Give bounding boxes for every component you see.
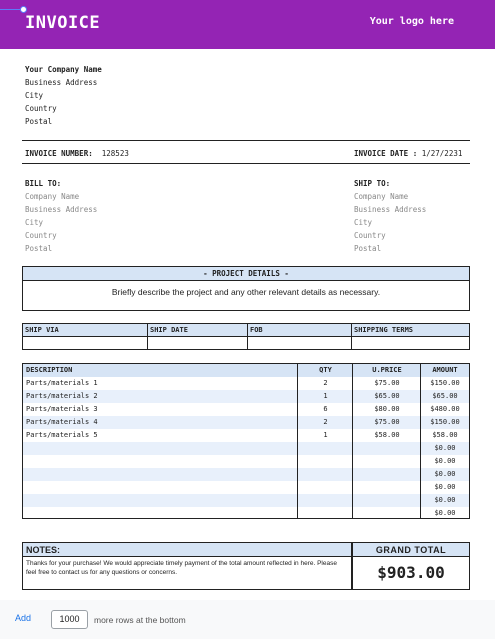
item-amount-cell[interactable]: $0.00 [434,509,456,517]
item-amount-cell[interactable]: $150.00 [430,418,460,426]
item-amount-cell[interactable]: $150.00 [430,379,460,387]
fob-label: FOB [250,326,263,334]
item-amount-cell[interactable]: $0.00 [434,444,456,452]
item-qty-cell[interactable]: 6 [323,405,328,413]
selection-line [0,9,20,10]
item-price-cell[interactable]: $58.00 [374,431,400,439]
price-col-divider [352,364,353,518]
invoice-number-value[interactable]: 128523 [101,149,129,158]
description-header: DESCRIPTION [26,366,73,374]
qty-header: QTY [319,366,332,374]
table-row [23,429,469,442]
item-price-cell[interactable]: $75.00 [374,379,400,387]
item-description-cell[interactable]: Parts/materials 2 [26,392,98,400]
ship-via-cell[interactable] [23,338,147,349]
table-row [23,442,469,455]
ship-date-cell[interactable] [148,338,247,349]
table-row [23,455,469,468]
ship-to-city[interactable]: City [354,218,373,227]
shipping-terms-label: SHIPPING TERMS [354,326,414,334]
item-price-cell[interactable]: $75.00 [374,418,400,426]
ship-to-block [354,177,426,255]
project-details-box [22,266,470,311]
grand-total-box [352,542,470,590]
rows-suffix-text: more rows at the bottom [94,615,186,625]
item-description-cell[interactable]: Parts/materials 5 [26,431,98,439]
ship-via-label: SHIP VIA [25,326,59,334]
items-header-row [23,364,469,377]
item-qty-cell[interactable]: 2 [323,418,328,426]
bill-to-postal[interactable]: Postal [25,244,53,253]
item-amount-cell[interactable]: $0.00 [434,483,456,491]
item-qty-cell[interactable]: 1 [323,392,328,400]
ship-to-address[interactable]: Business Address [354,205,427,214]
shipping-table [22,323,470,350]
notes-text[interactable]: Thanks for your purchase! We would appreciate timely payment of the total amount reflected in here. Please feel free to contact us for any questions or concerns. [26,560,337,576]
invoice-number-row [25,147,129,160]
table-row [23,416,469,429]
invoice-date-value[interactable]: 1/27/2231 [421,149,463,158]
table-row [23,377,469,390]
qty-col-divider [297,364,298,518]
bill-to-name[interactable]: Company Name [25,192,80,201]
item-amount-cell[interactable]: $480.00 [430,405,460,413]
bill-to-block [25,177,97,255]
item-amount-cell[interactable]: $65.00 [432,392,458,400]
item-description-cell[interactable]: Parts/materials 4 [26,418,98,426]
selection-handle-icon[interactable] [20,6,27,13]
item-description-cell[interactable]: Parts/materials 3 [26,405,98,413]
invoice-number-label: INVOICE NUMBER: [25,149,93,158]
bill-to-city[interactable]: City [25,218,44,227]
shipping-terms-cell[interactable] [352,338,469,349]
notes-box [22,542,352,590]
table-row [23,403,469,416]
company-info [25,63,102,128]
bill-to-label: BILL TO: [25,179,62,188]
amount-col-divider [420,364,421,518]
item-price-cell[interactable]: $80.00 [374,405,400,413]
project-description[interactable]: Briefly describe the project and any other relevant details as necessary. [111,287,381,297]
amount-header: AMOUNT [432,366,458,374]
company-country[interactable]: Country [25,104,57,113]
company-name[interactable]: Your Company Name [25,65,102,74]
item-qty-cell[interactable]: 1 [323,431,328,439]
project-details-header: - PROJECT DETAILS - [23,267,469,281]
item-price-cell[interactable]: $65.00 [374,392,400,400]
ship-to-postal[interactable]: Postal [354,244,382,253]
item-amount-cell[interactable]: $0.00 [434,496,456,504]
fob-cell[interactable] [248,338,351,349]
item-amount-cell[interactable]: $58.00 [432,431,458,439]
ship-to-name[interactable]: Company Name [354,192,409,201]
company-postal[interactable]: Postal [25,117,53,126]
item-amount-cell[interactable]: $0.00 [434,457,456,465]
table-row [23,468,469,481]
divider-top [22,140,470,141]
company-city[interactable]: City [25,91,44,100]
grand-total-label: GRAND TOTAL [353,543,469,557]
divider-bottom [22,163,470,164]
logo-placeholder[interactable]: Your logo here [369,16,454,27]
ship-to-country[interactable]: Country [354,231,386,240]
invoice-date-label: INVOICE DATE : [354,149,418,158]
add-rows-button[interactable]: Add [15,613,32,623]
company-address[interactable]: Business Address [25,78,98,87]
add-rows-bar [0,602,495,639]
bill-to-country[interactable]: Country [25,231,57,240]
grand-total-value[interactable]: $903.00 [377,563,445,582]
table-row [23,494,469,507]
table-row [23,390,469,403]
invoice-title[interactable]: INVOICE [25,13,101,33]
table-row [23,481,469,494]
invoice-date-row [354,147,462,160]
bill-to-address[interactable]: Business Address [25,205,98,214]
ship-to-label: SHIP TO: [354,179,391,188]
ship-date-label: SHIP DATE [150,326,188,334]
item-description-cell[interactable]: Parts/materials 1 [26,379,98,387]
item-amount-cell[interactable]: $0.00 [434,470,456,478]
items-table [22,363,470,519]
table-row [23,507,469,520]
rows-count-input[interactable]: 1000 [51,610,88,629]
notes-label: NOTES: [23,543,351,557]
price-header: U.PRICE [372,366,402,374]
item-qty-cell[interactable]: 2 [323,379,328,387]
invoice-banner [0,0,495,49]
